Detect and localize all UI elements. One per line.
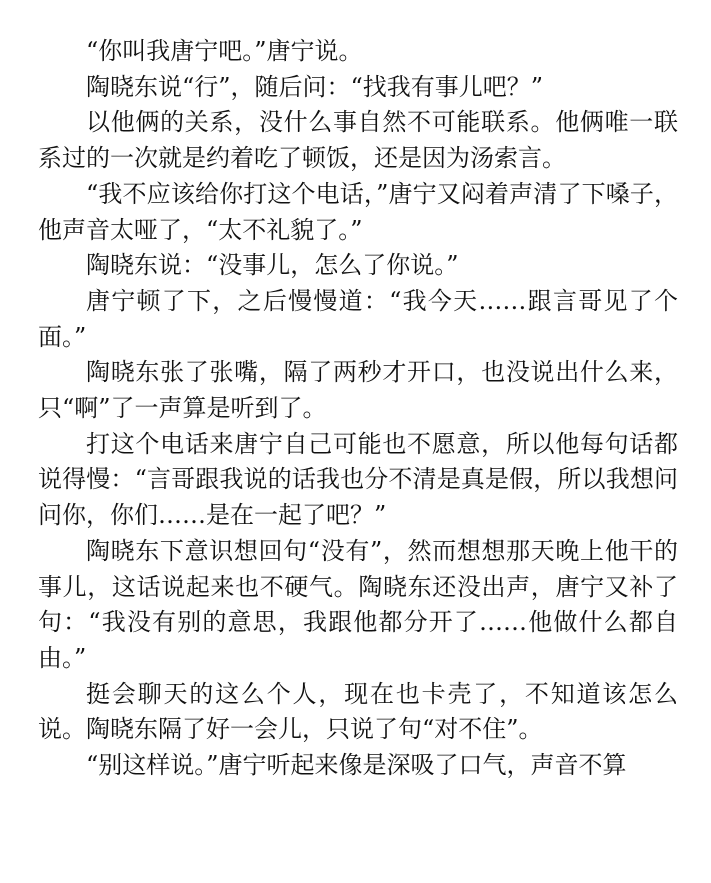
paragraph: “我不应该给你打这个电话，”唐宁又闷着声清了下嗓子，他声音太哑了，“太不礼貌了。” (38, 179, 678, 244)
paragraph: 唐宁顿了下，之后慢慢道：“我今天……跟言哥见了个面。” (38, 286, 678, 351)
paragraph: 以他俩的关系，没什么事自然不可能联系。他俩唯一联系过的一次就是约着吃了顿饭，还是因为汤索言。 (38, 108, 678, 173)
paragraph: “你叫我唐宁吧。”唐宁说。 (86, 37, 363, 65)
paragraph: 陶晓东说：“没事儿，怎么了你说。” (86, 251, 459, 280)
paragraph: 陶晓东张了张嘴，隔了两秒才开口，也没说出什么来，只“啊”了一声算是听到了。 (38, 358, 678, 423)
paragraph: “别这样说。”唐宁听起来像是深吸了口气，声音不算 (86, 751, 627, 780)
paragraph: 打这个电话来唐宁自己可能也不愿意，所以他每句话都说得慢：“言哥跟我说的话我也分不清是真是假，所以我想问问你，你们……是在一起了吧？” (38, 429, 678, 530)
paragraph: 陶晓东下意识想回句“没有”，然而想想那天晚上他干的事儿，这话说起来也不硬气。陶晓东还没出声，唐宁又补了句：“我没有别的意思，我跟他都分开了……他做什么都自由。” (38, 536, 678, 672)
paragraph: 陶晓东说“行”，随后问：“找我有事儿吧？” (86, 72, 544, 101)
paragraph: 挺会聊天的这么个人，现在也卡壳了，不知道该怎么说。陶晓东隔了好一会儿，只说了句“对不住”。 (38, 679, 678, 744)
document-body (38, 34, 678, 784)
